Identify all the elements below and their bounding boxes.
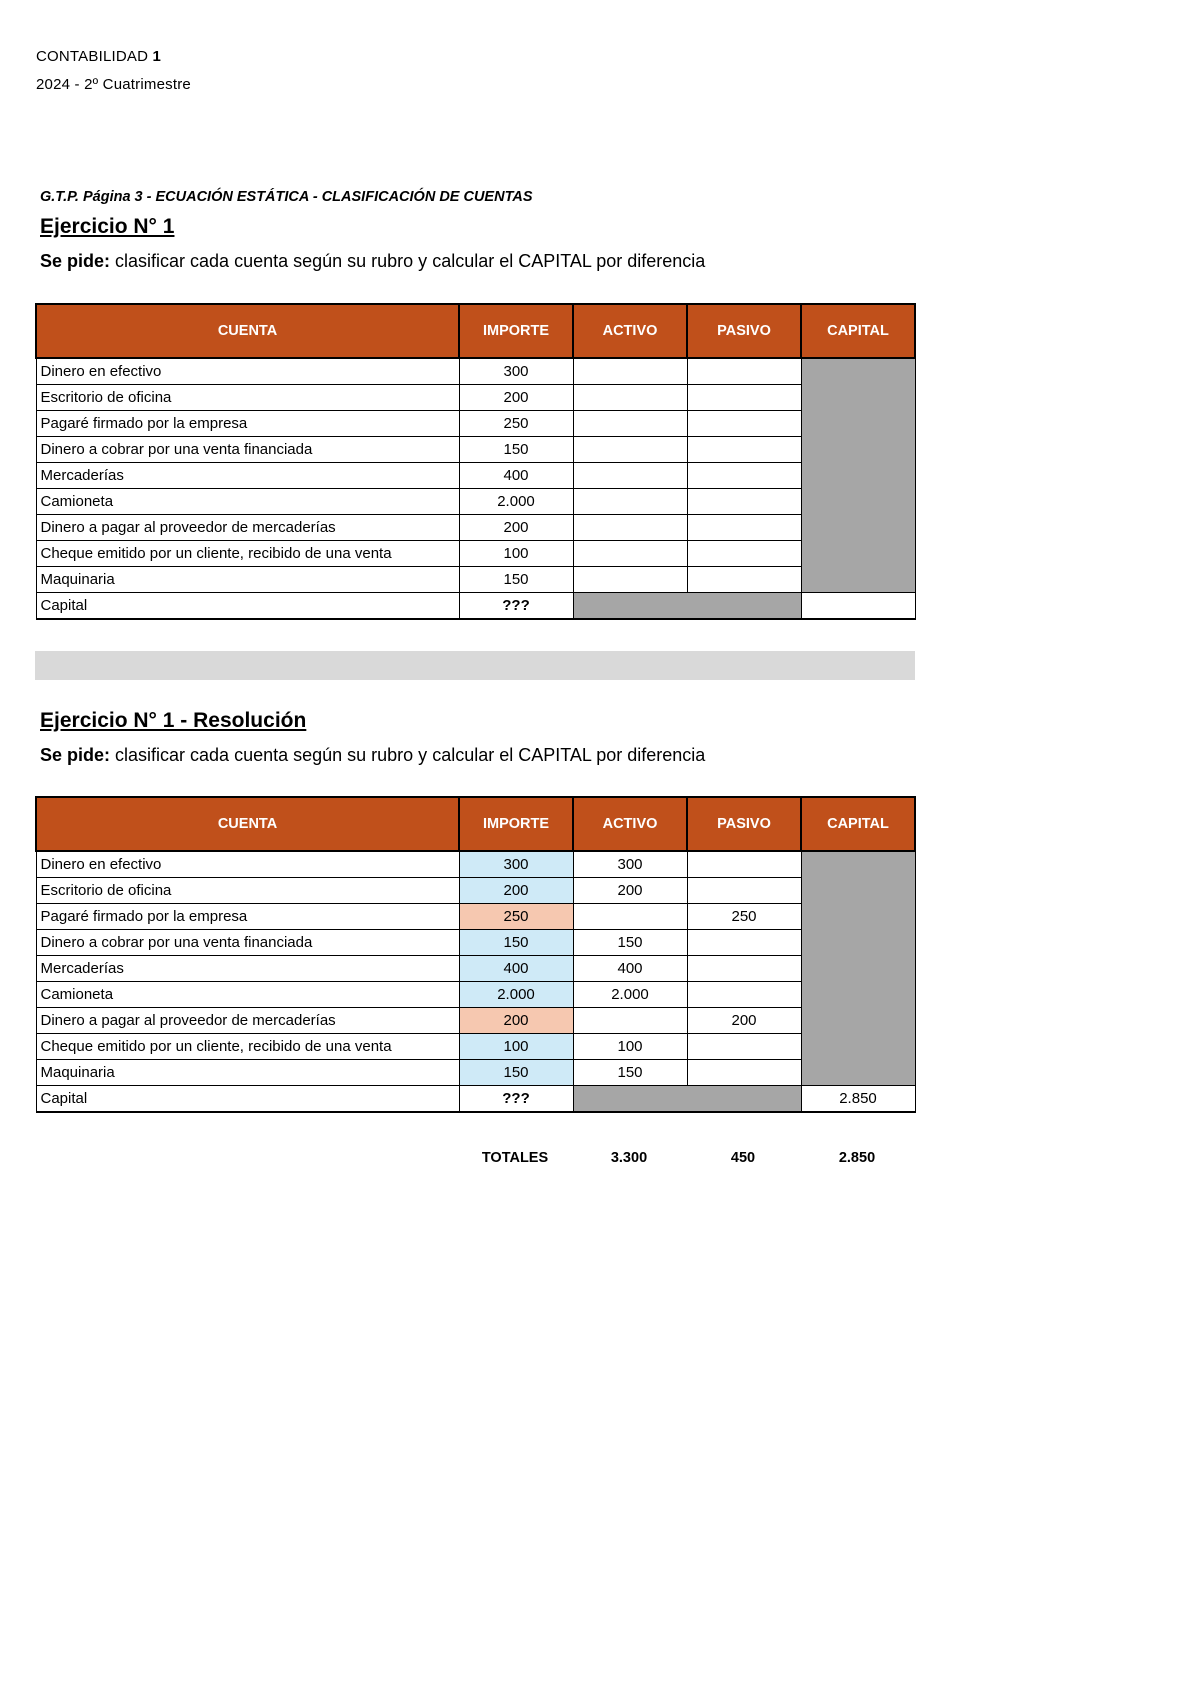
pasivo-cell[interactable]: [687, 463, 801, 489]
pasivo-cell[interactable]: 200: [687, 1008, 801, 1034]
importe-cell[interactable]: 300: [459, 851, 573, 878]
activo-cell[interactable]: [573, 541, 687, 567]
totals-label: TOTALES: [481, 1150, 549, 1166]
table-row: [36, 851, 915, 878]
activo-cell[interactable]: [573, 463, 687, 489]
activo-cell[interactable]: 100: [573, 1034, 687, 1060]
importe-cell[interactable]: 2.000: [459, 982, 573, 1008]
course-title: [36, 48, 161, 65]
pasivo-cell[interactable]: [687, 851, 801, 878]
activo-cell[interactable]: [573, 515, 687, 541]
course-number: 1: [152, 48, 162, 65]
table-row: [36, 982, 915, 1008]
pasivo-cell[interactable]: [687, 358, 801, 385]
col-pasivo: PASIVO: [687, 797, 801, 851]
activo-cell[interactable]: [573, 904, 687, 930]
activo-pasivo-gray-block: [573, 1086, 801, 1113]
cuenta-cell[interactable]: Dinero a pagar al proveedor de mercaderías: [36, 1008, 459, 1034]
table-row: [36, 541, 915, 567]
table-row: [36, 1034, 915, 1060]
pasivo-cell[interactable]: [687, 982, 801, 1008]
pasivo-cell[interactable]: [687, 1034, 801, 1060]
cuenta-cell[interactable]: Mercaderías: [36, 956, 459, 982]
exercise-title: Ejercicio N° 1: [40, 215, 175, 238]
total-capital: 2.850: [838, 1150, 876, 1166]
prompt-label: Se pide:: [40, 745, 111, 765]
cuenta-cell[interactable]: Pagaré firmado por la empresa: [36, 904, 459, 930]
pasivo-cell[interactable]: [687, 437, 801, 463]
table-row: [36, 437, 915, 463]
table-row: [36, 956, 915, 982]
prompt-text: clasificar cada cuenta según su rubro y calcular el CAPITAL por diferencia: [110, 251, 706, 271]
importe-cell[interactable]: 200: [459, 385, 573, 411]
resolution-prompt: [40, 745, 705, 766]
pasivo-cell[interactable]: [687, 567, 801, 593]
importe-cell[interactable]: ???: [459, 593, 573, 620]
resolution-title: Ejercicio N° 1 - Resolución: [40, 709, 307, 732]
table-row: [36, 489, 915, 515]
importe-cell[interactable]: ???: [459, 1086, 573, 1113]
activo-cell[interactable]: 150: [573, 930, 687, 956]
exercise-table: [35, 303, 916, 620]
cuenta-cell[interactable]: Capital: [36, 1086, 459, 1113]
col-activo: ACTIVO: [573, 797, 687, 851]
activo-cell[interactable]: 150: [573, 1060, 687, 1086]
totals-row: [0, 1150, 1200, 1174]
importe-cell[interactable]: 300: [459, 358, 573, 385]
activo-cell[interactable]: 2.000: [573, 982, 687, 1008]
prompt-text: clasificar cada cuenta según su rubro y calcular el CAPITAL por diferencia: [110, 745, 706, 765]
importe-cell[interactable]: 400: [459, 956, 573, 982]
cuenta-cell[interactable]: Cheque emitido por un cliente, recibido de una venta: [36, 1034, 459, 1060]
cuenta-cell[interactable]: Dinero en efectivo: [36, 358, 459, 385]
table-row: [36, 385, 915, 411]
pasivo-cell[interactable]: [687, 878, 801, 904]
importe-cell[interactable]: 200: [459, 878, 573, 904]
cuenta-cell[interactable]: Cheque emitido por un cliente, recibido de una venta: [36, 541, 459, 567]
pasivo-cell[interactable]: [687, 411, 801, 437]
activo-cell[interactable]: [573, 411, 687, 437]
pasivo-cell[interactable]: 250: [687, 904, 801, 930]
importe-cell[interactable]: 200: [459, 1008, 573, 1034]
pasivo-cell[interactable]: [687, 541, 801, 567]
total-activo: 3.300: [610, 1150, 648, 1166]
cuenta-cell[interactable]: Maquinaria: [36, 567, 459, 593]
importe-cell[interactable]: 150: [459, 437, 573, 463]
col-capital: CAPITAL: [801, 304, 915, 358]
table-row: [36, 411, 915, 437]
activo-cell[interactable]: [573, 437, 687, 463]
capital-gray-block: [801, 358, 915, 593]
table-row: [36, 515, 915, 541]
col-importe: IMPORTE: [459, 797, 573, 851]
activo-cell[interactable]: 400: [573, 956, 687, 982]
cuenta-cell[interactable]: Escritorio de oficina: [36, 878, 459, 904]
pasivo-cell[interactable]: [687, 385, 801, 411]
table-row: [36, 358, 915, 385]
pasivo-cell[interactable]: [687, 1060, 801, 1086]
importe-cell[interactable]: 100: [459, 1034, 573, 1060]
table-row: [36, 463, 915, 489]
importe-cell[interactable]: 250: [459, 411, 573, 437]
col-activo: ACTIVO: [573, 304, 687, 358]
resolution-table: [35, 796, 916, 1113]
cuenta-cell[interactable]: Maquinaria: [36, 1060, 459, 1086]
table-row: [36, 1060, 915, 1086]
activo-cell[interactable]: [573, 567, 687, 593]
cuenta-cell[interactable]: Camioneta: [36, 489, 459, 515]
table-header-row: [36, 304, 915, 358]
table-header-row: [36, 797, 915, 851]
activo-cell[interactable]: [573, 385, 687, 411]
col-importe: IMPORTE: [459, 304, 573, 358]
activo-cell[interactable]: 300: [573, 851, 687, 878]
cuenta-cell[interactable]: Dinero a pagar al proveedor de mercaderías: [36, 515, 459, 541]
cuenta-cell[interactable]: Dinero a cobrar por una venta financiada: [36, 930, 459, 956]
activo-cell[interactable]: 200: [573, 878, 687, 904]
activo-cell[interactable]: [573, 358, 687, 385]
importe-cell[interactable]: 100: [459, 541, 573, 567]
capital-cell[interactable]: 2.850: [801, 1086, 915, 1113]
col-pasivo: PASIVO: [687, 304, 801, 358]
importe-cell[interactable]: 150: [459, 930, 573, 956]
activo-cell[interactable]: [573, 1008, 687, 1034]
pasivo-cell[interactable]: [687, 489, 801, 515]
table-row: [36, 1008, 915, 1034]
cuenta-cell[interactable]: Dinero a cobrar por una venta financiada: [36, 437, 459, 463]
pasivo-cell[interactable]: [687, 515, 801, 541]
importe-cell[interactable]: 200: [459, 515, 573, 541]
table-row: [36, 567, 915, 593]
table-row: [36, 878, 915, 904]
col-capital: CAPITAL: [801, 797, 915, 851]
capital-cell[interactable]: [801, 593, 915, 620]
guide-reference: G.T.P. Página 3 - ECUACIÓN ESTÁTICA - CLASIFICACIÓN DE CUENTAS: [40, 189, 533, 205]
capital-row: [36, 593, 915, 620]
pasivo-cell[interactable]: [687, 930, 801, 956]
exercise-prompt: [40, 251, 705, 272]
cuenta-cell[interactable]: Capital: [36, 593, 459, 620]
cuenta-cell[interactable]: Pagaré firmado por la empresa: [36, 411, 459, 437]
col-cuenta: CUENTA: [36, 304, 459, 358]
col-cuenta: CUENTA: [36, 797, 459, 851]
prompt-label: Se pide:: [40, 251, 111, 271]
cuenta-cell[interactable]: Escritorio de oficina: [36, 385, 459, 411]
table-row: [36, 930, 915, 956]
capital-row: [36, 1086, 915, 1113]
course-prefix: CONTABILIDAD: [36, 48, 153, 65]
activo-pasivo-gray-block: [573, 593, 801, 620]
cuenta-cell[interactable]: Mercaderías: [36, 463, 459, 489]
activo-cell[interactable]: [573, 489, 687, 515]
importe-cell[interactable]: 150: [459, 1060, 573, 1086]
cuenta-cell[interactable]: Camioneta: [36, 982, 459, 1008]
total-pasivo: 450: [730, 1150, 756, 1166]
importe-cell[interactable]: 2.000: [459, 489, 573, 515]
table-row: [36, 904, 915, 930]
importe-cell[interactable]: 250: [459, 904, 573, 930]
pasivo-cell[interactable]: [687, 956, 801, 982]
section-divider: [35, 651, 915, 680]
cuenta-cell[interactable]: Dinero en efectivo: [36, 851, 459, 878]
importe-cell[interactable]: 150: [459, 567, 573, 593]
importe-cell[interactable]: 400: [459, 463, 573, 489]
capital-gray-block: [801, 851, 915, 1086]
term-label: 2024 - 2º Cuatrimestre: [36, 76, 191, 93]
